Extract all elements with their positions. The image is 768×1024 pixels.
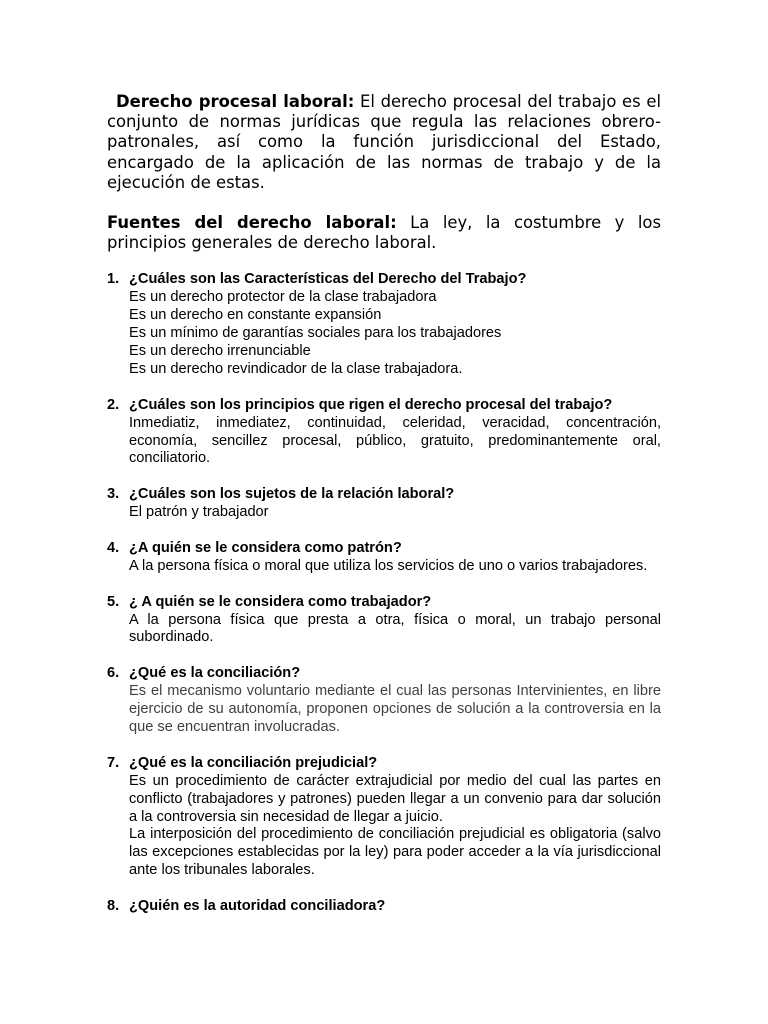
- answer-line: Es un mínimo de garantías sociales para los trabajadores: [129, 325, 502, 342]
- question-text: ¿Cuáles son las Características del Derecho del Trabajo?: [129, 271, 527, 288]
- list-item: [107, 594, 661, 648]
- list-item: [107, 755, 661, 880]
- intro-paragraph-definition: [107, 92, 661, 193]
- document-page: [107, 92, 661, 934]
- answer-text: El patrón y trabajador: [129, 504, 269, 521]
- question-text: ¿Cuáles son los sujetos de la relación laboral?: [129, 486, 455, 503]
- definition-heading: Derecho procesal laboral:: [116, 92, 355, 111]
- list-item: [107, 271, 661, 378]
- answer-line: Es un derecho protector de la clase trabajadora: [129, 289, 437, 306]
- list-item: [107, 486, 661, 522]
- item-number: 6.: [107, 665, 120, 682]
- list-item: [107, 397, 661, 469]
- answer-line: Es un derecho en constante expansión: [129, 307, 382, 324]
- answer-lines: [129, 289, 661, 379]
- answer-text: Inmediatiz, inmediatez, continuidad, celeridad, veracidad, concentración, economía, sencillez procesal, público, gratuito, predominantemente oral, conciliatorio.: [129, 414, 661, 467]
- list-item: [107, 898, 661, 916]
- item-number: 8.: [107, 898, 120, 915]
- intro-paragraph-sources: [107, 213, 661, 253]
- sources-text: La ley, la costumbre y los principios generales de derecho laboral.: [107, 213, 662, 253]
- question-text: ¿Qué es la conciliación?: [129, 665, 301, 682]
- question-text: ¿Quién es la autoridad conciliadora?: [129, 898, 386, 915]
- answer-text: Es el mecanismo voluntario mediante el cual las personas Intervinientes, en libre ejercicio de su autonomía, proponen opciones de solución a la controversia en la que se encuentran involucradas.: [129, 683, 661, 735]
- list-item: [107, 540, 661, 576]
- answer-text: A la persona física o moral que utiliza los servicios de uno o varios trabajadores.: [129, 557, 648, 574]
- answer-text-continued: La interposición del procedimiento de conciliación prejudicial es obligatoria (salvo las excepciones establecidas por la ley) para poder acceder a la vía jurisdiccional ante los tribunales laborales.: [129, 826, 661, 879]
- question-text: ¿Cuáles son los principios que rigen el derecho procesal del trabajo?: [129, 396, 613, 413]
- item-number: 1.: [107, 271, 120, 288]
- item-number: 7.: [107, 754, 120, 771]
- answer-line: Es un derecho revindicador de la clase trabajadora.: [129, 360, 463, 377]
- question-text: ¿ A quién se le considera como trabajador?: [129, 593, 432, 610]
- question-text: ¿A quién se le considera como patrón?: [129, 539, 402, 556]
- item-number: 3.: [107, 486, 120, 503]
- item-number: 5.: [107, 593, 120, 610]
- item-number: 2.: [107, 396, 120, 413]
- questions-list: [107, 271, 661, 916]
- definition-text: El derecho procesal del trabajo es el conjunto de normas jurídicas que regula las relaciones obrero-patronales, así como la función jurisdiccional del Estado, encargado de la aplicación de las normas de trabajo y de la ejecución de estas.: [107, 92, 661, 192]
- answer-text: A la persona física que presta a otra, física o moral, un trabajo personal subordinado.: [129, 611, 661, 646]
- answer-line: Es un derecho irrenunciable: [129, 343, 311, 360]
- question-text: ¿Qué es la conciliación prejudicial?: [129, 754, 378, 771]
- answer-text: Es un procedimiento de carácter extrajudicial por medio del cual las partes en conflicto (trabajadores y patrones) pueden llegar a un convenio para dar solución a la controversia sin necesidad de llegar a juicio.: [129, 772, 661, 825]
- item-number: 4.: [107, 539, 120, 556]
- sources-heading: Fuentes del derecho laboral:: [107, 213, 397, 233]
- list-item: [107, 665, 661, 737]
